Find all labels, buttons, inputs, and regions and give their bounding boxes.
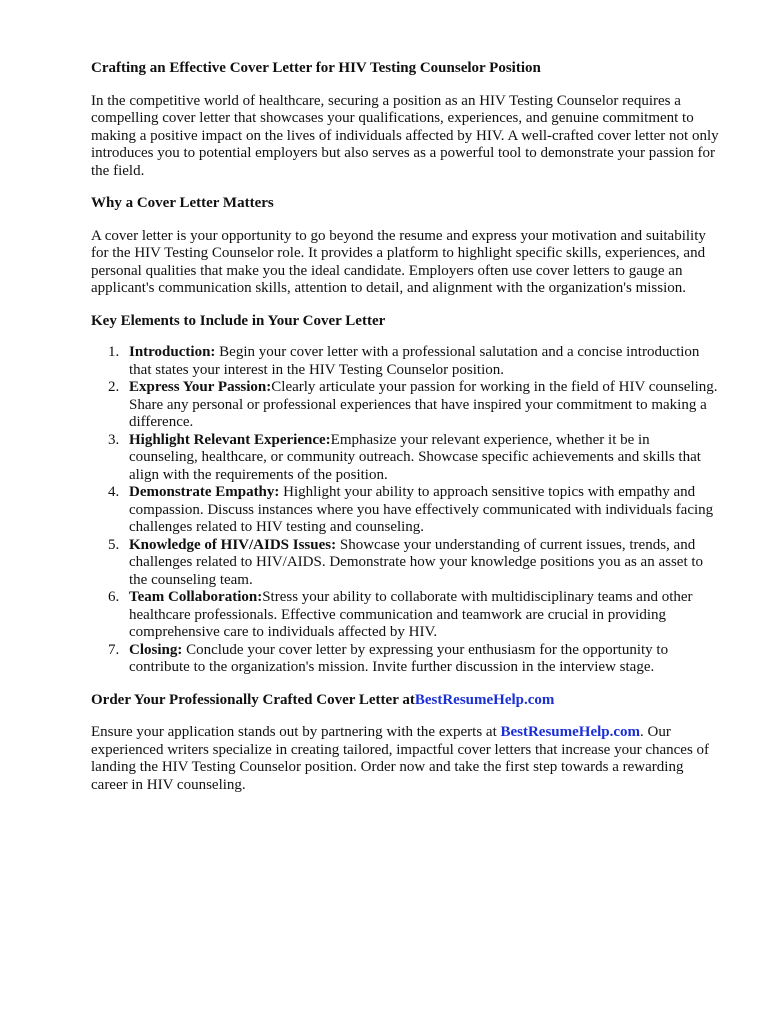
list-item-term: Highlight Relevant Experience: <box>129 431 331 448</box>
list-item-term: Closing: <box>129 641 183 658</box>
list-item-text: Highlight your ability to approach sensitive topics with empathy and compassion. Discuss instances where you have effectively communicated with individuals facing challenges related to HIV testing and counseling. <box>129 484 714 535</box>
order-heading-link[interactable]: BestResumeHelp.com <box>414 691 555 708</box>
list-item-text: Showcase your understanding of current issues, trends, and challenges related to HIV/AIDS. Demonstrate how your knowledge positions you as an asset to the counseling team. <box>129 536 704 588</box>
list-item-term: Team Collaboration: <box>129 589 263 605</box>
list-item-term: Knowledge of HIV/AIDS Issues: <box>129 536 337 553</box>
list-item-number: 5. <box>108 536 120 553</box>
intro-paragraph: In the competitive world of healthcare, securing a position as an HIV Testing Counselor requires a compelling cover letter that showcases your qualifications, experiences, and genuine commitment to making a positive impact on the lives of individuals affected by HIV. A well-crafted cover letter not only introduces you to potential employers but also serves as a powerful tool to demonstrate your passion for the field. <box>91 92 719 179</box>
list-item-number: 2. <box>108 379 120 395</box>
list-item <box>91 642 719 677</box>
order-heading-text: Order Your Professionally Crafted Cover Letter at <box>91 691 415 708</box>
order-text-before: Ensure your application stands out by partnering with the experts at <box>91 724 501 740</box>
order-body-link[interactable]: BestResumeHelp.com <box>500 724 641 740</box>
list-item-text: Emphasize your relevant experience, whether it be in counseling, healthcare, or community outreach. Showcase specific achievements and skills that align with the requirements of the position. <box>129 431 701 483</box>
list-item-text: Clearly articulate your passion for working in the field of HIV counseling. Share any personal or professional experiences that have inspired your commitment to making a difference. <box>129 379 718 430</box>
list-item <box>91 537 719 590</box>
list-item-number: 4. <box>108 484 120 500</box>
why-paragraph: A cover letter is your opportunity to go beyond the resume and express your motivation and suitability for the HIV Testing Counselor role. It provides a platform to highlight specific skills, experiences, and personal qualities that make you the ideal candidate. Employers often use cover letters to gauge an applicant's communication skills, attention to detail, and alignment with the organization's mission. <box>91 227 706 296</box>
list-item <box>91 379 719 432</box>
list-item-term: Demonstrate Empathy: <box>129 484 280 500</box>
list-item-text: Stress your ability to collaborate with multidisciplinary teams and other healthcare professionals. Effective communication and teamwork are crucial in providing comprehensive care to individuals affected by HIV. <box>129 589 693 640</box>
list-item <box>91 432 719 485</box>
order-heading <box>91 692 719 710</box>
document-title: Crafting an Effective Cover Letter for HIV Testing Counselor Position <box>91 60 541 76</box>
list-item-text: Conclude your cover letter by expressing your enthusiasm for the opportunity to contribute to the organization's mission. Invite further discussion in the interview stage. <box>129 641 669 675</box>
list-item <box>91 589 719 642</box>
order-paragraph <box>91 724 719 794</box>
list-item-text: Begin your cover letter with a professional salutation and a concise introduction that states your interest in the HIV Testing Counselor position. <box>129 344 700 378</box>
key-elements-list <box>91 344 719 677</box>
list-item-number: 6. <box>108 589 120 605</box>
list-item-number: 1. <box>108 344 120 360</box>
document-page <box>91 60 719 794</box>
key-elements-heading: Key Elements to Include in Your Cover Letter <box>91 312 386 329</box>
list-item <box>91 344 719 379</box>
list-item <box>91 484 719 537</box>
list-item-number: 3. <box>108 431 120 448</box>
list-item-number: 7. <box>108 641 120 658</box>
why-heading: Why a Cover Letter Matters <box>91 195 274 211</box>
order-text-after: . Our experienced writers specialize in creating tailored, impactful cover letters that increase your chances of landing the HIV Testing Counselor position. Order now and take the first step towards a rewarding career in HIV counseling. <box>91 724 710 793</box>
list-item-term: Introduction: <box>129 344 216 360</box>
list-item-term: Express Your Passion: <box>129 379 272 395</box>
